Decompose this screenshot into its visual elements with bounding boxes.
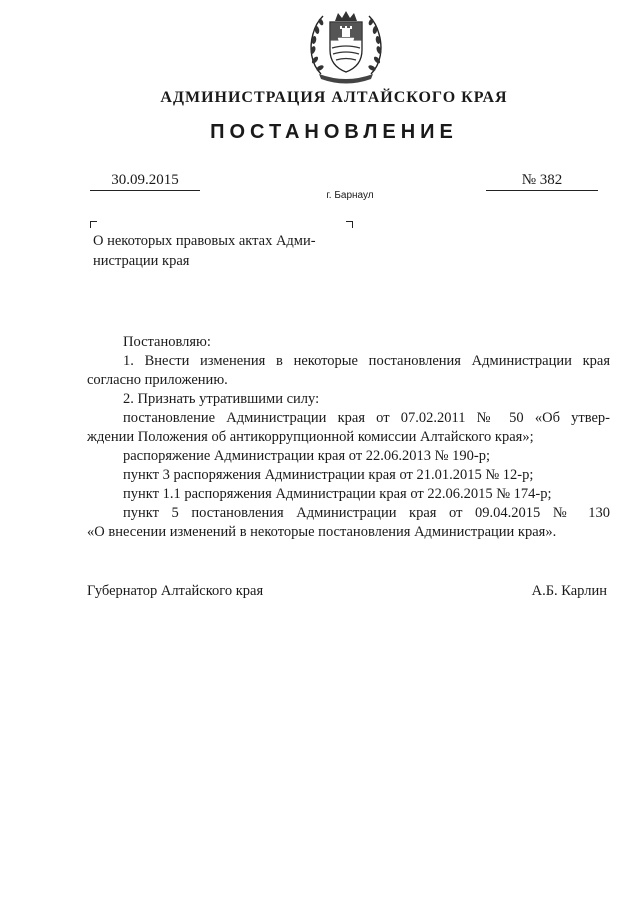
body-paragraph: пункт 1.1 распоряжения Администрации края от 22.06.2015 № 174-р;	[123, 486, 552, 502]
subject-line: О некоторых правовых актах Адми-	[93, 233, 316, 249]
bracket-top-left	[90, 221, 97, 228]
bracket-top-right	[346, 221, 353, 228]
coat-of-arms-icon	[305, 8, 387, 84]
signer-name: А.Б. Карлин	[531, 583, 607, 599]
body-paragraph: 1. Внести изменения в некоторые постановления Администрации края	[123, 353, 610, 369]
body-paragraph: 2. Признать утратившими силу:	[123, 391, 320, 407]
body-paragraph: согласно приложению.	[87, 372, 228, 388]
city-label: г. Барнаул	[326, 190, 374, 201]
body-intro: Постановляю:	[123, 334, 211, 350]
body-paragraph: пункт 5 постановления Администрации края от 09.04.2015 № 130	[123, 505, 610, 521]
body-paragraph: «О внесении изменений в некоторые постановления Администрации края».	[87, 524, 557, 540]
body-paragraph: распоряжение Администрации края от 22.06.2013 № 190-р;	[123, 448, 490, 464]
body-paragraph: постановление Администрации края от 07.02.2011 № 50 «Об утвер-	[123, 410, 610, 426]
signer-title: Губернатор Алтайского края	[87, 583, 264, 599]
document-subject	[93, 231, 343, 271]
document-type-title: ПОСТАНОВЛЕНИЕ	[210, 121, 458, 143]
body-paragraph: пункт 3 распоряжения Администрации края от 21.01.2015 № 12-р;	[123, 467, 534, 483]
document-body	[87, 333, 610, 542]
subject-line: нистрации края	[93, 253, 190, 269]
organization-name: АДМИНИСТРАЦИЯ АЛТАЙСКОГО КРАЯ	[160, 89, 508, 106]
document-date: 30.09.2015	[90, 172, 200, 191]
body-paragraph: ждении Положения об антикоррупционной комиссии Алтайского края»;	[87, 429, 534, 445]
document-number: № 382	[486, 172, 598, 191]
